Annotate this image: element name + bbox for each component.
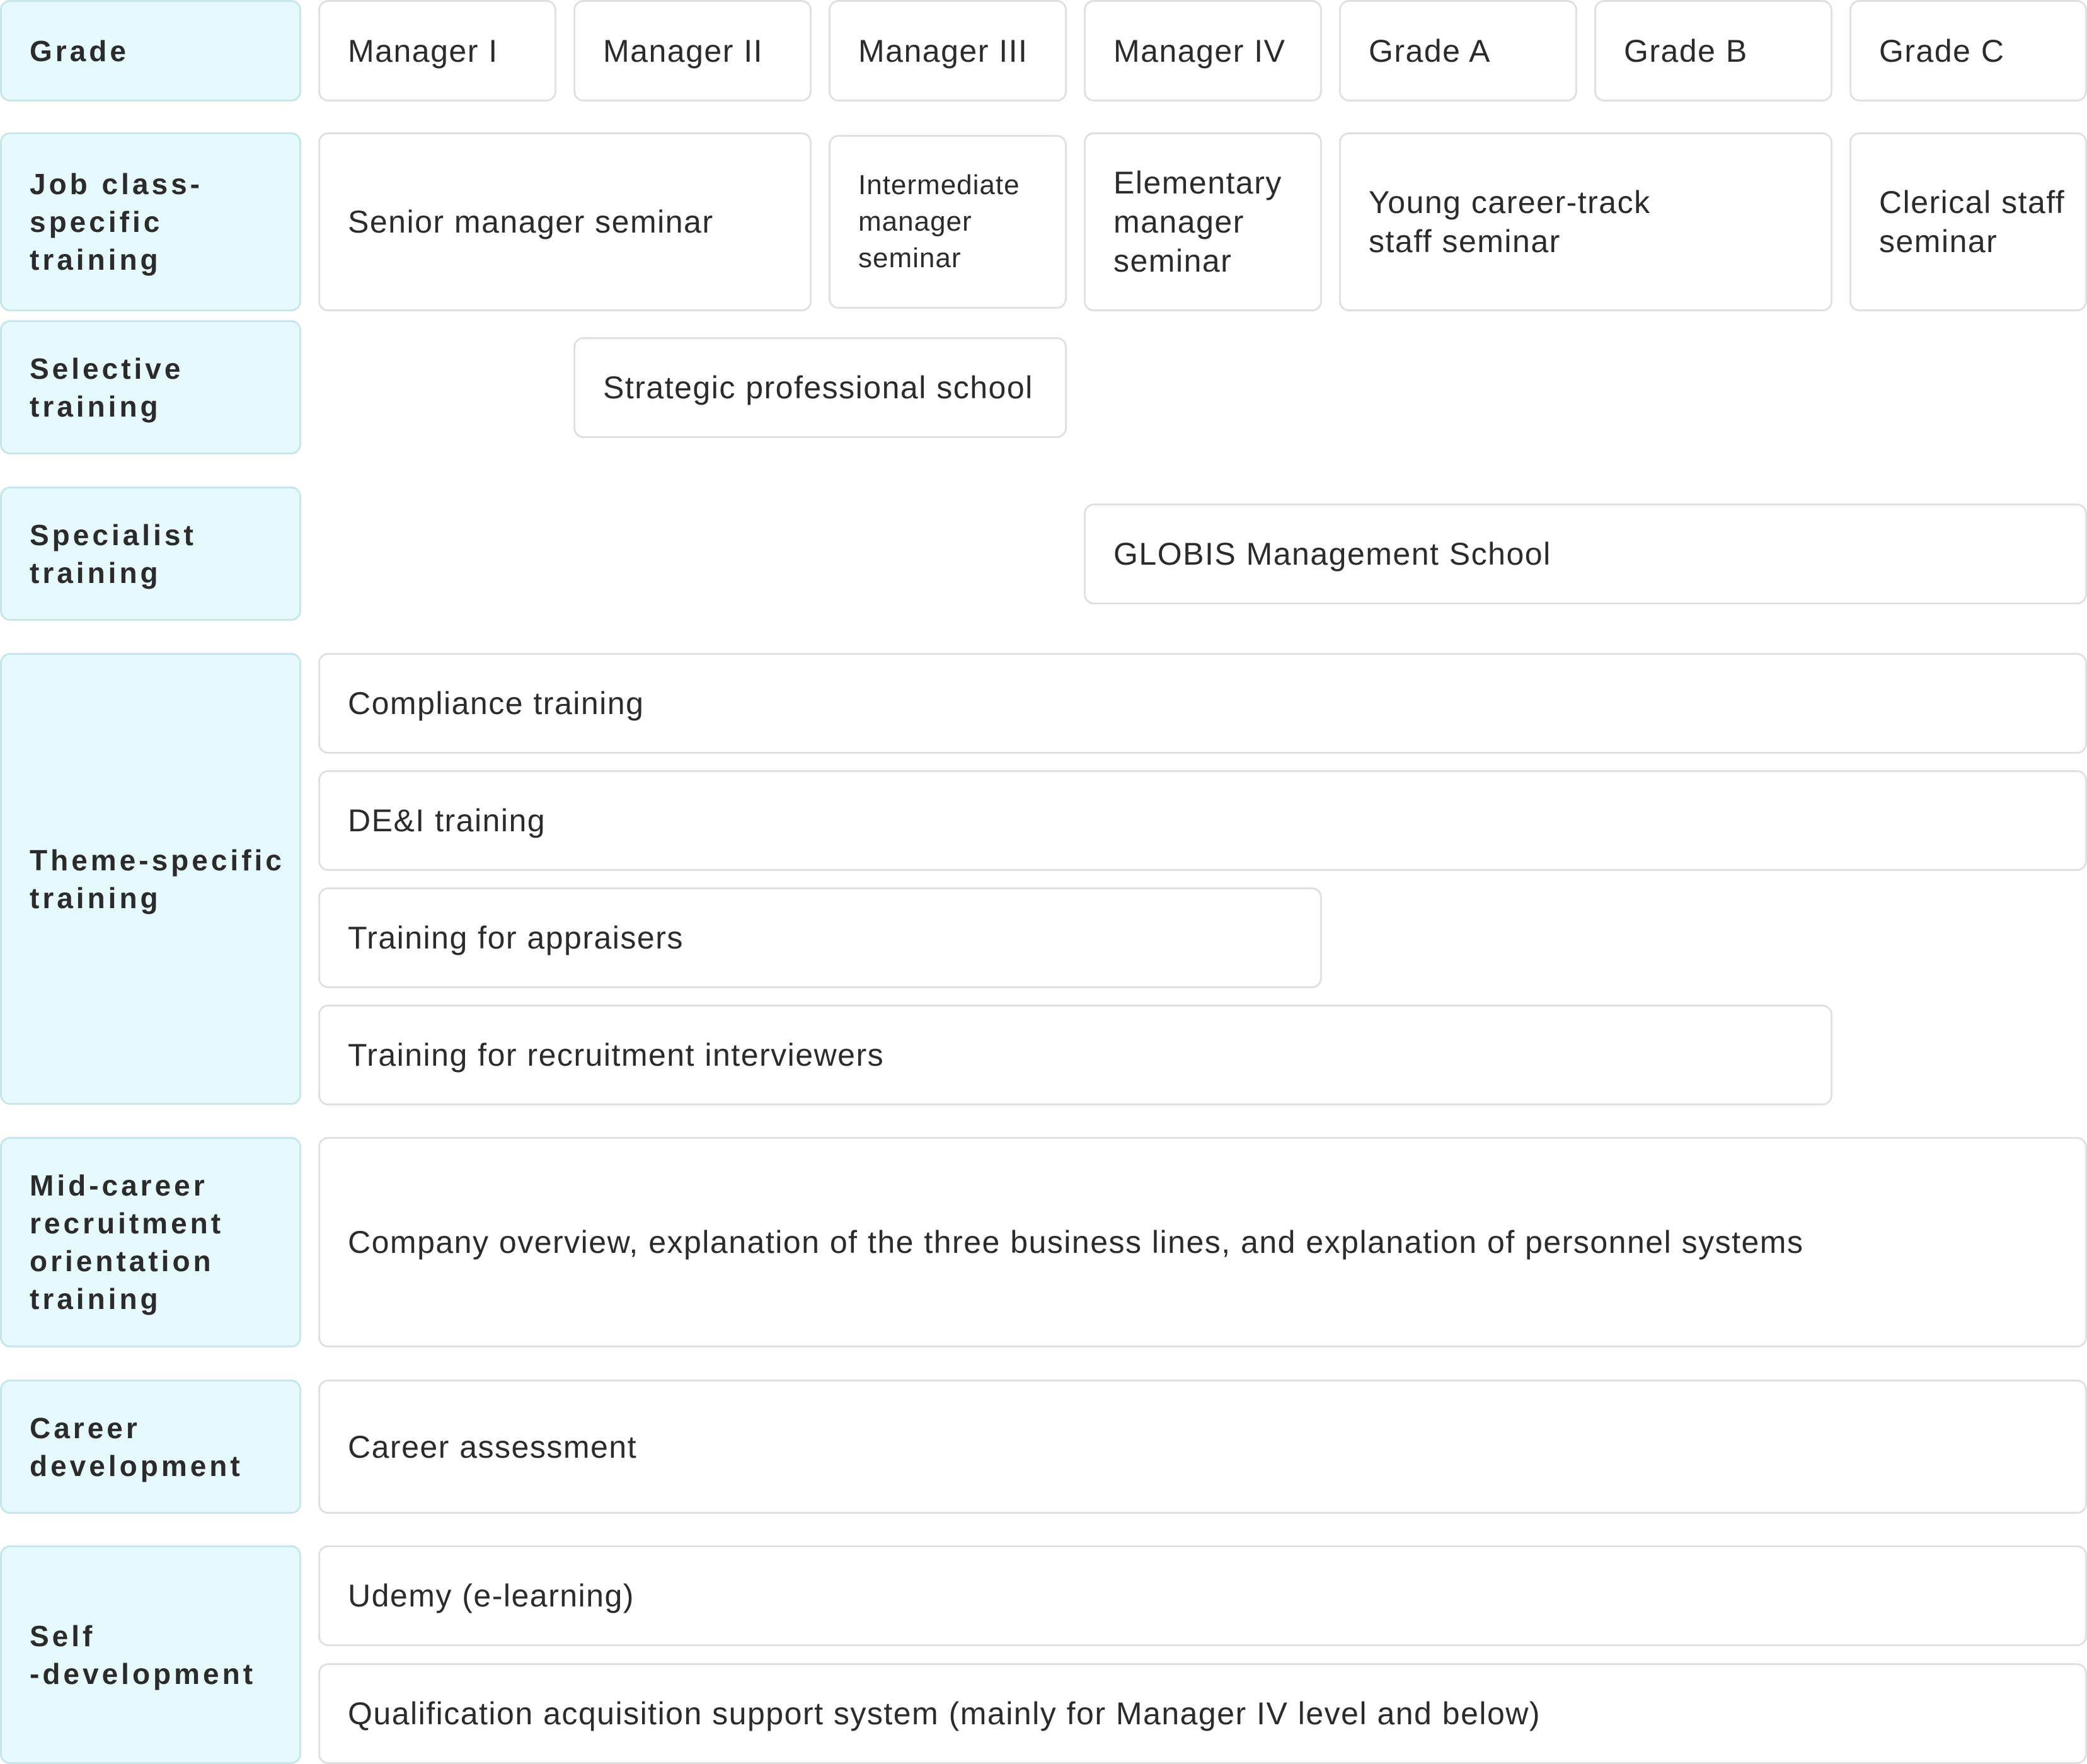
udemy-e-learning	[318, 1545, 2087, 1646]
grade-c	[1849, 0, 2087, 101]
row-header-selective-label: Selective training	[30, 352, 184, 423]
training-for-appraisers-label: Training for appraisers	[348, 920, 684, 955]
compliance-training-label: Compliance training	[348, 686, 645, 721]
row-header-self-development-label: Self -development	[30, 1619, 256, 1690]
globis-management-school-label: GLOBIS Management School	[1113, 536, 1551, 572]
grade-a-label: Grade A	[1369, 33, 1491, 69]
grade-b-label: Grade B	[1624, 33, 1748, 69]
row-header-career	[0, 1380, 301, 1514]
grade-manager-ii	[573, 0, 812, 101]
company-overview-orientation-label: Company overview, explanation of the three business lines, and explanation of personnel systems	[348, 1225, 1804, 1260]
row-header-career-label: Career development	[30, 1411, 243, 1482]
intermediate-manager-seminar-label: Intermediate manager seminar	[858, 170, 1020, 274]
grade-manager-iii	[829, 0, 1067, 101]
row-header-mid-career-label: Mid-career recruitment orientation training	[30, 1169, 224, 1315]
young-career-track-staff-seminar	[1339, 132, 1832, 311]
row-header-theme	[0, 653, 301, 1105]
row-header-job-class-label: Job class- specific training	[30, 168, 203, 276]
elementary-manager-seminar-label: Elementary manager seminar	[1113, 165, 1282, 279]
career-assessment	[318, 1380, 2087, 1514]
grade-manager-ii-label: Manager II	[603, 33, 764, 69]
udemy-e-learning-label: Udemy (e-learning)	[348, 1578, 635, 1613]
grade-b	[1594, 0, 1832, 101]
grade-a	[1339, 0, 1577, 101]
row-header-self-development	[0, 1545, 301, 1764]
dei-training-label: DE&I training	[348, 803, 546, 838]
intermediate-manager-seminar	[829, 135, 1067, 309]
grade-manager-iii-label: Manager III	[858, 33, 1028, 69]
strategic-professional-school	[573, 337, 1067, 438]
grade-manager-iv-label: Manager IV	[1113, 33, 1286, 69]
dei-training	[318, 770, 2087, 871]
training-for-recruitment-interviewers-label: Training for recruitment interviewers	[348, 1037, 885, 1073]
grade-manager-iv	[1084, 0, 1322, 101]
row-header-specialist	[0, 487, 301, 621]
career-assessment-label: Career assessment	[348, 1429, 637, 1465]
training-for-appraisers	[318, 887, 1322, 988]
row-header-specialist-label: Specialist training	[30, 518, 197, 589]
grade-manager-i-label: Manager I	[348, 33, 498, 69]
row-header-mid-career	[0, 1137, 301, 1347]
row-header-grade	[0, 0, 301, 101]
qualification-acquisition-support-label: Qualification acquisition support system (mainly for Manager IV level and below)	[348, 1696, 1541, 1731]
senior-manager-seminar	[318, 132, 812, 311]
clerical-staff-seminar-label: Clerical staff seminar	[1879, 185, 2066, 259]
grade-c-label: Grade C	[1879, 33, 2005, 69]
globis-management-school	[1084, 504, 2087, 604]
row-header-job-class	[0, 132, 301, 311]
company-overview-orientation	[318, 1137, 2087, 1347]
row-header-grade-label: Grade	[30, 34, 129, 67]
qualification-acquisition-support	[318, 1663, 2087, 1764]
compliance-training	[318, 653, 2087, 754]
elementary-manager-seminar	[1084, 132, 1322, 311]
training-for-recruitment-interviewers	[318, 1005, 1832, 1105]
clerical-staff-seminar	[1849, 132, 2087, 311]
grade-manager-i	[318, 0, 556, 101]
row-header-selective	[0, 320, 301, 454]
strategic-professional-school-label: Strategic professional school	[603, 370, 1033, 405]
row-header-theme-label: Theme-specific training	[30, 843, 285, 914]
senior-manager-seminar-label: Senior manager seminar	[348, 204, 714, 239]
young-career-track-staff-seminar-label: Young career-track staff seminar	[1369, 185, 1651, 259]
